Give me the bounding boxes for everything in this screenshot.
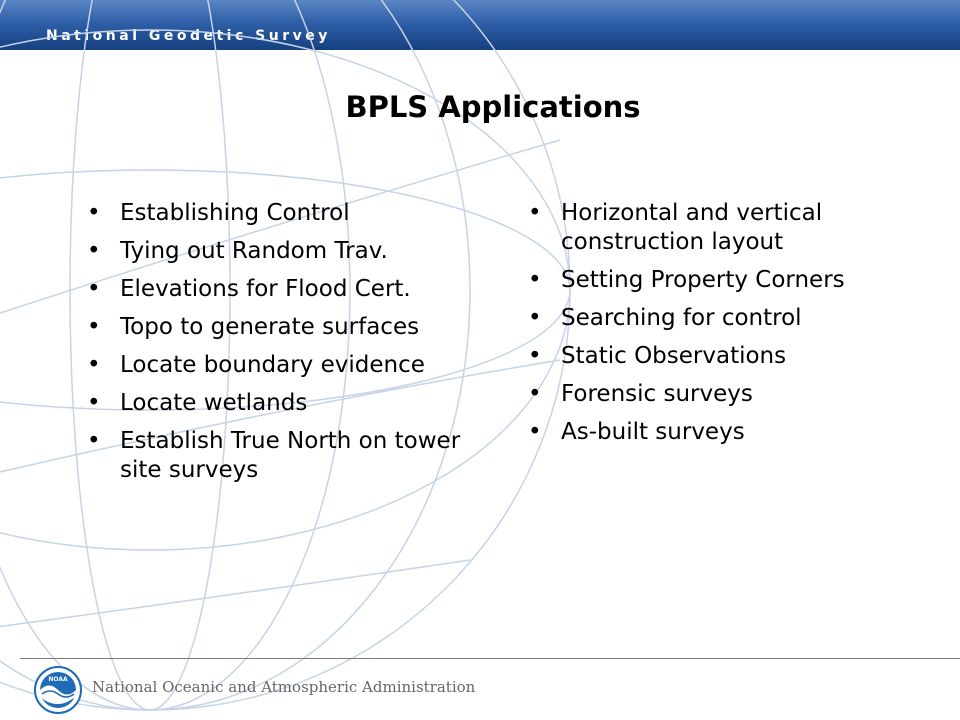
- bullet-item: • Searching for control: [528, 304, 938, 333]
- bullet-item: • Elevations for Flood Cert.: [87, 275, 507, 304]
- bullet-item: • Locate wetlands: [87, 389, 507, 418]
- bullet-item: • Horizontal and vertical construction layout: [528, 199, 938, 257]
- bullet-item: • Establish True North on tower site surveys: [87, 427, 507, 485]
- header-title: National Geodetic Survey: [46, 28, 331, 44]
- bullet-item: • Setting Property Corners: [528, 266, 938, 295]
- agency-name: National Oceanic and Atmospheric Administration: [92, 678, 476, 696]
- slide-title: BPLS Applications: [345, 90, 641, 124]
- bullet-item: • Locate boundary evidence: [87, 351, 507, 380]
- bullet-item: • Forensic surveys: [528, 380, 938, 409]
- bullet-item: • Establishing Control: [87, 199, 507, 228]
- footer-divider: [20, 658, 960, 659]
- noaa-logo-icon: [34, 666, 82, 714]
- bullet-item: • Tying out Random Trav.: [87, 237, 507, 266]
- left-bullet-list: [87, 199, 507, 494]
- bullet-item: • As-built surveys: [528, 418, 938, 447]
- noaa-logo-text: NOAA: [48, 676, 68, 683]
- bullet-item: • Static Observations: [528, 342, 938, 371]
- right-bullet-list: [528, 199, 938, 456]
- header-bar: [0, 0, 960, 50]
- bullet-item: • Topo to generate surfaces: [87, 313, 507, 342]
